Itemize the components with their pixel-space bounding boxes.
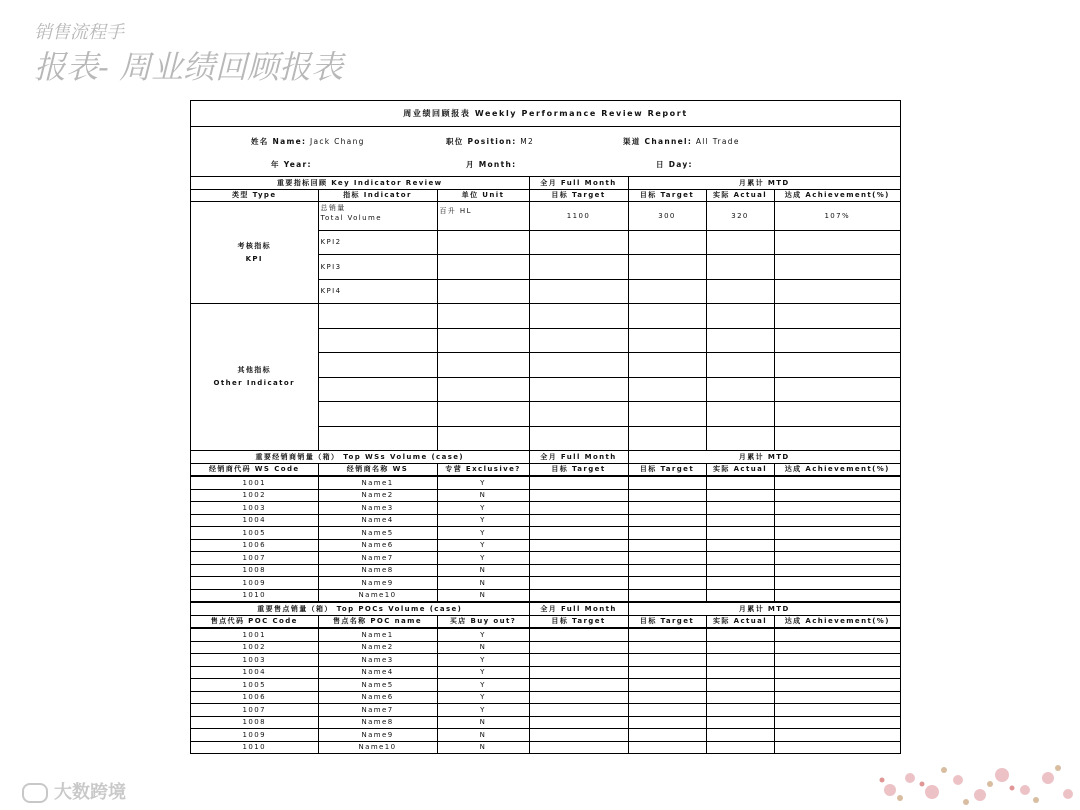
volume-en: Total Volume xyxy=(320,214,382,222)
poc-code-cell: 1008 xyxy=(191,716,318,729)
poc-achievement-cell xyxy=(774,691,900,704)
ws-full-target-cell xyxy=(529,514,628,527)
ws-mtd-header: 月累计 MTD xyxy=(628,451,900,464)
ws-name-cell: Name9 xyxy=(318,577,437,590)
ws-mtd-target-cell xyxy=(628,564,706,577)
poc-column-headers xyxy=(191,615,900,628)
position-value: M2 xyxy=(520,137,535,146)
volume-achievement: 107% xyxy=(774,202,900,231)
poc-flag-cell: N xyxy=(437,729,529,742)
poc-full-target-cell xyxy=(529,691,628,704)
ws-flag-cell: Y xyxy=(437,552,529,565)
poc-code-cell: 1007 xyxy=(191,704,318,717)
ws-code-cell: 1003 xyxy=(191,502,318,515)
ws-achievement-cell xyxy=(774,539,900,552)
poc-row xyxy=(191,641,900,654)
ws-name-cell: Name10 xyxy=(318,589,437,602)
poc-mtd-header: 月累计 MTD xyxy=(628,603,900,616)
ws-full-target-cell xyxy=(529,489,628,502)
ws-col-mtd-target: 目标 Target xyxy=(628,463,706,476)
poc-full-target-cell xyxy=(529,641,628,654)
poc-code-cell: 1001 xyxy=(191,629,318,642)
poc-row xyxy=(191,691,900,704)
position-label: 职位 Position: xyxy=(446,137,517,146)
ws-flag-cell: N xyxy=(437,564,529,577)
ws-full-target-cell xyxy=(529,502,628,515)
ws-mtd-actual-cell xyxy=(706,564,774,577)
name-value: Jack Chang xyxy=(309,137,365,146)
floral-decoration xyxy=(870,740,1080,810)
poc-name-cell: Name8 xyxy=(318,716,437,729)
channel-label: 渠道 Channel: xyxy=(623,137,693,146)
kpi2-label: KPI2 xyxy=(318,230,437,255)
ws-flag-cell: N xyxy=(437,577,529,590)
ws-name-cell: Name2 xyxy=(318,489,437,502)
poc-mtd-actual-cell xyxy=(706,679,774,692)
ws-flag-cell: Y xyxy=(437,514,529,527)
kpi-mtd-header: 月累计 MTD xyxy=(628,177,900,189)
poc-achievement-cell xyxy=(774,704,900,717)
col-achievement: 达成 Achievement(%) xyxy=(774,189,900,202)
ws-row xyxy=(191,514,900,527)
poc-col-name: 售点名称 POC name xyxy=(318,615,437,628)
ws-row xyxy=(191,552,900,565)
poc-row xyxy=(191,679,900,692)
poc-name-cell: Name1 xyxy=(318,629,437,642)
kpi3-label: KPI3 xyxy=(318,255,437,280)
kpi-type-cn: 考核指标 xyxy=(237,241,272,250)
ws-col-name: 经销商名称 WS xyxy=(318,463,437,476)
ws-code-cell: 1007 xyxy=(191,552,318,565)
poc-rows-table xyxy=(191,628,900,753)
poc-full-target-cell xyxy=(529,716,628,729)
ws-col-full-target: 目标 Target xyxy=(529,463,628,476)
poc-full-month-header: 全月 Full Month xyxy=(529,603,628,616)
poc-full-target-cell xyxy=(529,704,628,717)
slide-subtitle: 销售流程手 xyxy=(34,22,124,43)
other-row xyxy=(191,304,900,329)
poc-mtd-target-cell xyxy=(628,679,706,692)
poc-col-achievement: 达成 Achievement(%) xyxy=(774,615,900,628)
poc-mtd-target-cell xyxy=(628,654,706,667)
ws-section-title: 重要经销商销量（箱） Top WSs Volume (case) xyxy=(191,451,529,464)
ws-rows-table xyxy=(191,476,900,602)
ws-flag-cell: N xyxy=(437,489,529,502)
poc-full-target-cell xyxy=(529,729,628,742)
ws-col-achievement: 达成 Achievement(%) xyxy=(774,463,900,476)
poc-achievement-cell xyxy=(774,666,900,679)
poc-flag-cell: N xyxy=(437,641,529,654)
poc-col-mtd-target: 目标 Target xyxy=(628,615,706,628)
ws-code-cell: 1008 xyxy=(191,564,318,577)
ws-full-target-cell xyxy=(529,564,628,577)
poc-code-cell: 1003 xyxy=(191,654,318,667)
ws-full-target-cell xyxy=(529,527,628,540)
day-field xyxy=(656,159,693,170)
report-title: 周业绩回顾报表 Weekly Performance Review Report xyxy=(191,101,900,127)
poc-full-target-cell xyxy=(529,666,628,679)
poc-full-target-cell xyxy=(529,629,628,642)
kpi-table xyxy=(191,177,900,476)
ws-row xyxy=(191,564,900,577)
ws-flag-cell: Y xyxy=(437,477,529,490)
poc-achievement-cell xyxy=(774,654,900,667)
volume-mtd-actual: 320 xyxy=(706,202,774,231)
ws-code-cell: 1010 xyxy=(191,589,318,602)
poc-mtd-actual-cell xyxy=(706,641,774,654)
ws-row xyxy=(191,589,900,602)
volume-unit: 百升 HL xyxy=(437,202,529,231)
poc-code-cell: 1004 xyxy=(191,666,318,679)
poc-flag-cell: Y xyxy=(437,629,529,642)
poc-section-title: 重要售点销量（箱） Top POCs Volume (case) xyxy=(191,603,529,616)
poc-code-cell: 1002 xyxy=(191,641,318,654)
ws-code-cell: 1001 xyxy=(191,477,318,490)
channel-field xyxy=(623,136,740,147)
poc-name-cell: Name10 xyxy=(318,741,437,753)
kpi-section-header xyxy=(191,177,900,189)
ws-flag-cell: Y xyxy=(437,527,529,540)
poc-row xyxy=(191,666,900,679)
poc-row xyxy=(191,704,900,717)
poc-mtd-target-cell xyxy=(628,729,706,742)
ws-full-month-header: 全月 Full Month xyxy=(529,451,628,464)
poc-col-buyout: 买店 Buy out? xyxy=(437,615,529,628)
ws-row xyxy=(191,502,900,515)
poc-name-cell: Name3 xyxy=(318,654,437,667)
ws-full-target-cell xyxy=(529,589,628,602)
other-type-en: Other Indicator xyxy=(213,379,295,387)
poc-achievement-cell xyxy=(774,679,900,692)
day-label: 日 Day: xyxy=(656,160,693,169)
ws-achievement-cell xyxy=(774,514,900,527)
ws-name-cell: Name4 xyxy=(318,514,437,527)
poc-code-cell: 1005 xyxy=(191,679,318,692)
ws-mtd-actual-cell xyxy=(706,477,774,490)
ws-achievement-cell xyxy=(774,489,900,502)
poc-mtd-target-cell xyxy=(628,629,706,642)
ws-mtd-target-cell xyxy=(628,539,706,552)
poc-mtd-target-cell xyxy=(628,641,706,654)
ws-mtd-actual-cell xyxy=(706,589,774,602)
ws-achievement-cell xyxy=(774,577,900,590)
poc-mtd-target-cell xyxy=(628,666,706,679)
ws-mtd-actual-cell xyxy=(706,577,774,590)
poc-name-cell: Name2 xyxy=(318,641,437,654)
year-field xyxy=(271,159,312,170)
poc-flag-cell: N xyxy=(437,741,529,753)
kpi-full-month-header: 全月 Full Month xyxy=(529,177,628,189)
kpi-section-title: 重要指标回顾 Key Indicator Review xyxy=(191,177,529,189)
kpi-type-cell xyxy=(191,202,318,304)
col-indicator: 指标 Indicator xyxy=(318,189,437,202)
kpi-column-headers xyxy=(191,189,900,202)
other-type-cell xyxy=(191,304,318,451)
ws-flag-cell: N xyxy=(437,589,529,602)
poc-col-full-target: 目标 Target xyxy=(529,615,628,628)
ws-full-target-cell xyxy=(529,539,628,552)
position-field xyxy=(446,136,534,147)
ws-mtd-target-cell xyxy=(628,502,706,515)
poc-mtd-actual-cell xyxy=(706,716,774,729)
other-type-cn: 其他指标 xyxy=(237,366,272,374)
poc-mtd-actual-cell xyxy=(706,729,774,742)
poc-row xyxy=(191,729,900,742)
col-full-target: 目标 Target xyxy=(529,189,628,202)
ws-achievement-cell xyxy=(774,564,900,577)
ws-row xyxy=(191,527,900,540)
ws-full-target-cell xyxy=(529,577,628,590)
poc-mtd-actual-cell xyxy=(706,704,774,717)
ws-name-cell: Name6 xyxy=(318,539,437,552)
poc-mtd-target-cell xyxy=(628,741,706,753)
month-label: 月 Month: xyxy=(466,160,517,169)
volume-mtd-target: 300 xyxy=(628,202,706,231)
slide-title: 报表- 周业绩回顾报表 xyxy=(34,48,343,86)
poc-name-cell: Name7 xyxy=(318,704,437,717)
poc-mtd-target-cell xyxy=(628,704,706,717)
kpi-row-volume xyxy=(191,202,900,231)
poc-flag-cell: Y xyxy=(437,666,529,679)
report-info-block xyxy=(191,127,900,177)
watermark-text: 大数跨境 xyxy=(54,782,126,803)
poc-full-target-cell xyxy=(529,679,628,692)
poc-flag-cell: Y xyxy=(437,691,529,704)
poc-name-cell: Name4 xyxy=(318,666,437,679)
ws-mtd-actual-cell xyxy=(706,502,774,515)
poc-full-target-cell xyxy=(529,741,628,753)
ws-column-headers xyxy=(191,463,900,476)
weekly-report-form xyxy=(190,100,901,754)
month-field xyxy=(466,159,516,170)
ws-name-cell: Name7 xyxy=(318,552,437,565)
ws-mtd-actual-cell xyxy=(706,527,774,540)
ws-mtd-target-cell xyxy=(628,527,706,540)
poc-name-cell: Name9 xyxy=(318,729,437,742)
ws-code-cell: 1006 xyxy=(191,539,318,552)
poc-code-cell: 1010 xyxy=(191,741,318,753)
name-label: 姓名 Name: xyxy=(251,137,307,146)
poc-achievement-cell xyxy=(774,716,900,729)
poc-col-code: 售点代码 POC Code xyxy=(191,615,318,628)
poc-mtd-target-cell xyxy=(628,716,706,729)
ws-section-header xyxy=(191,451,900,464)
ws-mtd-actual-cell xyxy=(706,539,774,552)
poc-mtd-actual-cell xyxy=(706,741,774,753)
poc-mtd-actual-cell xyxy=(706,691,774,704)
ws-row xyxy=(191,577,900,590)
poc-flag-cell: Y xyxy=(437,679,529,692)
ws-mtd-target-cell xyxy=(628,489,706,502)
ws-code-cell: 1004 xyxy=(191,514,318,527)
ws-achievement-cell xyxy=(774,502,900,515)
channel-value: All Trade xyxy=(695,137,740,146)
poc-row xyxy=(191,654,900,667)
col-type: 类型 Type xyxy=(191,189,318,202)
ws-mtd-target-cell xyxy=(628,477,706,490)
ws-name-cell: Name5 xyxy=(318,527,437,540)
ws-name-cell: Name1 xyxy=(318,477,437,490)
ws-name-cell: Name3 xyxy=(318,502,437,515)
poc-flag-cell: N xyxy=(437,716,529,729)
ws-code-cell: 1002 xyxy=(191,489,318,502)
poc-row xyxy=(191,629,900,642)
ws-row xyxy=(191,489,900,502)
kpi4-label: KPI4 xyxy=(318,279,437,304)
ws-name-cell: Name8 xyxy=(318,564,437,577)
col-unit: 单位 Unit xyxy=(437,189,529,202)
poc-flag-cell: Y xyxy=(437,704,529,717)
poc-header-table xyxy=(191,602,900,628)
poc-section-header xyxy=(191,603,900,616)
poc-mtd-actual-cell xyxy=(706,629,774,642)
ws-code-cell: 1005 xyxy=(191,527,318,540)
col-mtd-actual: 实际 Actual xyxy=(706,189,774,202)
ws-achievement-cell xyxy=(774,527,900,540)
poc-row xyxy=(191,716,900,729)
poc-name-cell: Name5 xyxy=(318,679,437,692)
poc-code-cell: 1009 xyxy=(191,729,318,742)
ws-col-mtd-actual: 实际 Actual xyxy=(706,463,774,476)
year-label: 年 Year: xyxy=(271,160,312,169)
ws-col-code: 经销商代码 WS Code xyxy=(191,463,318,476)
ws-row xyxy=(191,539,900,552)
ws-flag-cell: Y xyxy=(437,539,529,552)
volume-indicator xyxy=(318,202,437,231)
poc-mtd-target-cell xyxy=(628,691,706,704)
ws-mtd-target-cell xyxy=(628,589,706,602)
ws-code-cell: 1009 xyxy=(191,577,318,590)
volume-cn: 总销量 xyxy=(320,204,346,212)
ws-full-target-cell xyxy=(529,552,628,565)
poc-mtd-actual-cell xyxy=(706,654,774,667)
ws-mtd-target-cell xyxy=(628,577,706,590)
poc-col-mtd-actual: 实际 Actual xyxy=(706,615,774,628)
ws-col-exclusive: 专营 Exclusive? xyxy=(437,463,529,476)
ws-mtd-actual-cell xyxy=(706,489,774,502)
poc-achievement-cell xyxy=(774,629,900,642)
poc-flag-cell: Y xyxy=(437,654,529,667)
kpi-type-en: KPI xyxy=(245,254,263,263)
poc-row xyxy=(191,741,900,753)
ws-mtd-target-cell xyxy=(628,552,706,565)
ws-achievement-cell xyxy=(774,589,900,602)
poc-full-target-cell xyxy=(529,654,628,667)
volume-full-target: 1100 xyxy=(529,202,628,231)
poc-name-cell: Name6 xyxy=(318,691,437,704)
ws-row xyxy=(191,477,900,490)
ws-flag-cell: Y xyxy=(437,502,529,515)
ws-mtd-target-cell xyxy=(628,514,706,527)
ws-mtd-actual-cell xyxy=(706,552,774,565)
ws-achievement-cell xyxy=(774,552,900,565)
col-mtd-target: 目标 Target xyxy=(628,189,706,202)
name-field xyxy=(251,136,365,147)
brand-logo-icon xyxy=(22,783,48,803)
ws-full-target-cell xyxy=(529,477,628,490)
poc-code-cell: 1006 xyxy=(191,691,318,704)
poc-achievement-cell xyxy=(774,641,900,654)
poc-mtd-actual-cell xyxy=(706,666,774,679)
ws-achievement-cell xyxy=(774,477,900,490)
watermark xyxy=(22,778,126,804)
ws-mtd-actual-cell xyxy=(706,514,774,527)
